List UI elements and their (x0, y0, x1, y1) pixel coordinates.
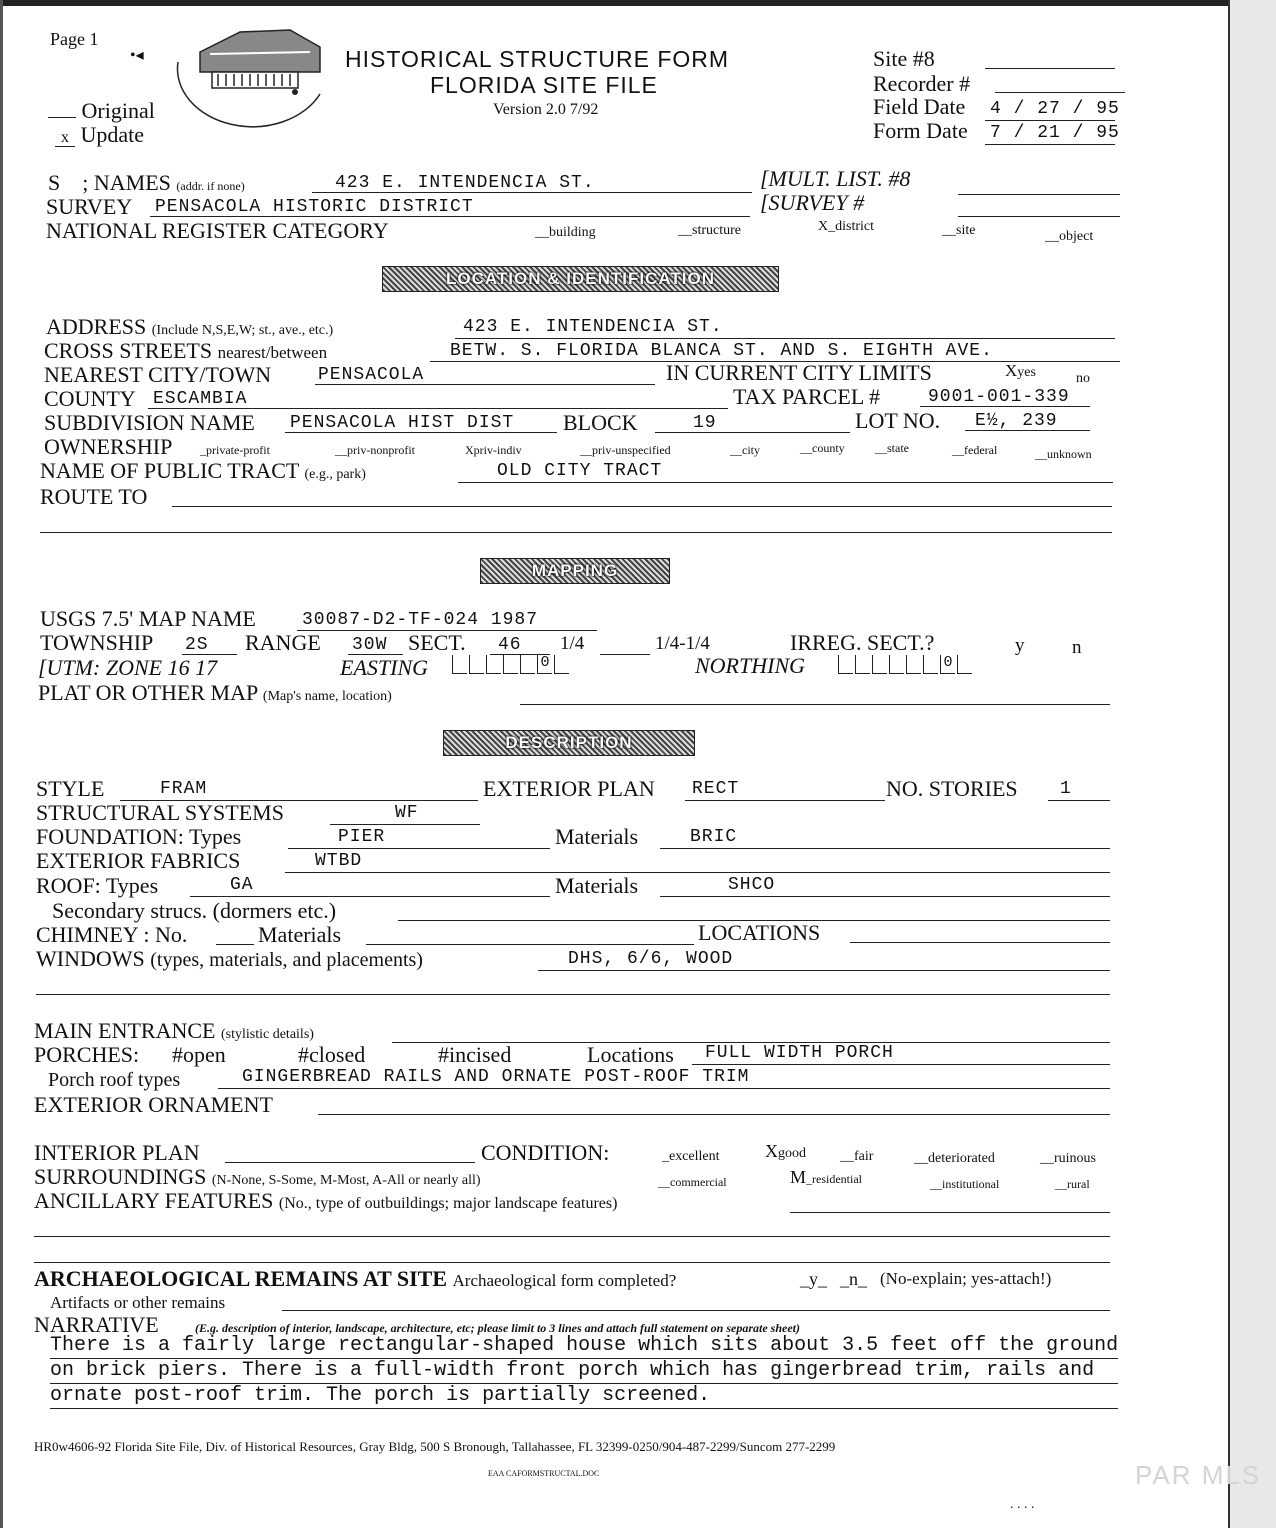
city-value[interactable]: PENSACOLA (318, 365, 425, 385)
form-date-value[interactable]: 7 / 21 / 95 (990, 123, 1120, 143)
site-label: Site #8 (873, 46, 935, 71)
narrative-line-1[interactable]: There is a fairly large rectangular-shaped house which sits about 3.5 feet off the ground (50, 1334, 1119, 1357)
footer-file-ref: EAA CAFORMSTRUCTAL.DOC (488, 1469, 600, 1478)
interior-plan-label: INTERIOR PLAN (34, 1140, 200, 1165)
irreg-y-option[interactable]: y (1015, 635, 1025, 656)
windows-label: WINDOWS (types, materials, and placements) (36, 946, 423, 971)
cross-streets-value[interactable]: BETW. S. FLORIDA BLANCA ST. AND S. EIGHTH AVE. (450, 341, 993, 361)
lot-label: LOT NO. (855, 408, 941, 433)
nr-option-site[interactable]: __site (942, 223, 976, 238)
archaeological-n-option[interactable]: _n_ (840, 1269, 867, 1289)
city-limits-yes[interactable]: Xyes (1005, 361, 1036, 380)
foundation-value[interactable]: PIER (338, 827, 386, 847)
decorative-mark: •◂ (130, 47, 144, 64)
section-location-header: LOCATION & IDENTIFICATION (382, 266, 779, 292)
city-limits-no[interactable]: no (1076, 371, 1090, 386)
form-date-line (985, 144, 1115, 145)
structural-line (330, 824, 480, 825)
ownership-option-priv-nonprofit[interactable]: __priv-nonprofit (335, 443, 415, 457)
lot-value[interactable]: E½, 239 (975, 411, 1058, 431)
porch-roof-value[interactable]: GINGERBREAD RAILS AND ORNATE POST-ROOF TRIM (242, 1067, 750, 1087)
stories-label: NO. STORIES (886, 776, 1018, 801)
scan-dots: . . . . (1010, 1497, 1035, 1512)
range-label: RANGE (245, 630, 321, 655)
foundation-line (288, 848, 550, 849)
recorder-label: Recorder # (873, 71, 971, 96)
easting-boxes[interactable]: 0 (452, 655, 571, 674)
roof-materials-value[interactable]: SHCO (728, 875, 776, 895)
address-label: ADDRESS (Include N,S,E,W; st., ave., etc.) (46, 314, 334, 339)
style-value[interactable]: FRAM (160, 779, 208, 799)
address-value[interactable]: 423 E. INTENDENCIA ST. (463, 317, 723, 337)
section-description-header: DESCRIPTION (443, 730, 695, 756)
porch-roof-label: Porch roof types (48, 1069, 181, 1091)
names-row: S ; NAMES (addr. if none) (48, 170, 245, 195)
stories-value[interactable]: 1 (1060, 779, 1072, 799)
style-label: STYLE (36, 776, 105, 801)
porch-locations-label: Locations (587, 1042, 674, 1067)
city-limits-label: IN CURRENT CITY LIMITS (666, 360, 932, 385)
ownership-option-federal[interactable]: __federal (952, 443, 998, 457)
site-field[interactable] (985, 68, 1115, 69)
foundation-materials-line (660, 848, 1110, 849)
field-date-line (985, 120, 1115, 121)
roof-label: ROOF: Types (36, 873, 159, 898)
narrative-rule-3 (50, 1408, 1118, 1409)
fabrics-value[interactable]: WTBD (315, 851, 363, 871)
surroundings-residential[interactable]: M_residential (790, 1167, 862, 1187)
northing-label: NORTHING (695, 653, 806, 678)
easting-label: EASTING (340, 655, 428, 680)
ownership-option-city[interactable]: __city (730, 443, 760, 457)
secondary-strucs-label: Secondary strucs. (dormers etc.) (52, 898, 337, 923)
scan-edge-right (1228, 0, 1276, 1528)
porch-open-field[interactable]: #open (172, 1042, 226, 1067)
archaeological-explain-note: (No-explain; yes-attach!) (880, 1269, 1052, 1288)
update-label: Update (80, 122, 145, 147)
plat-map-label: PLAT OR OTHER MAP (Map's name, location) (38, 680, 392, 705)
survey-label: SURVEY (46, 194, 133, 219)
chimney-locations-label: LOCATIONS (698, 920, 821, 945)
lot-line (965, 430, 1090, 431)
fabrics-label: EXTERIOR FABRICS (36, 848, 241, 873)
subdivision-label: SUBDIVISION NAME (44, 410, 255, 435)
county-line (148, 408, 728, 409)
exterior-plan-label: EXTERIOR PLAN (483, 776, 655, 801)
mult-list-label: [MULT. LIST. #8 (760, 166, 911, 191)
mls-watermark: PAR MLS (1135, 1460, 1262, 1490)
recorder-field[interactable] (995, 92, 1125, 93)
nr-option-structure[interactable]: __structure (678, 223, 741, 238)
surroundings-mark: M (790, 1167, 807, 1187)
ownership-option-unknown[interactable]: __unknown (1035, 447, 1092, 461)
scan-edge-top (0, 0, 1228, 6)
porch-incised-field[interactable]: #incised (438, 1042, 512, 1067)
porches-label: PORCHES: (34, 1042, 140, 1067)
route-to-line-2[interactable] (40, 532, 1112, 533)
quarter-field[interactable] (600, 654, 650, 655)
entrance-label: MAIN ENTRANCE (stylistic details) (34, 1018, 314, 1043)
city-label: NEAREST CITY/TOWN (44, 362, 272, 387)
surroundings-rural[interactable]: __rural (1055, 1177, 1090, 1191)
form-version: Version 2.0 7/92 (493, 101, 599, 118)
northing-boxes[interactable]: 0 (838, 655, 974, 674)
narrative-label: NARRATIVE (34, 1312, 159, 1337)
florida-site-file-seal (170, 22, 330, 134)
tax-parcel-label: TAX PARCEL # (733, 384, 880, 409)
chimney-materials-label: Materials (258, 922, 342, 947)
roof-materials-label: Materials (555, 873, 639, 898)
foundation-materials-label: Materials (555, 824, 639, 849)
sect-value[interactable]: 46 (498, 635, 522, 655)
condition-good[interactable]: Xgood (765, 1141, 806, 1161)
township-value[interactable]: 2S (185, 635, 209, 655)
city-line (315, 384, 655, 385)
fabrics-line (285, 872, 1110, 873)
windows-line-2[interactable] (36, 994, 1110, 995)
survey-num-label: [SURVEY # (760, 190, 865, 215)
ancillary-label: ANCILLARY FEATURES (No., type of outbuildings; major landscape features) (34, 1188, 618, 1213)
condition-excellent[interactable]: _excellent (662, 1149, 720, 1164)
artifacts-field[interactable] (282, 1310, 1110, 1311)
surroundings-institutional[interactable]: __institutional (930, 1177, 1000, 1191)
condition-fair[interactable]: __fair (840, 1149, 874, 1164)
surroundings-commercial[interactable]: __commercial (658, 1175, 727, 1189)
ancillary-field[interactable] (790, 1212, 1110, 1213)
irreg-n-option[interactable]: n (1072, 637, 1082, 658)
nr-option-district[interactable]: X_district (818, 219, 875, 234)
chimney-locations-field[interactable] (850, 942, 1110, 943)
original-checkbox[interactable] (48, 100, 155, 122)
irreg-sect-label: IRREG. SECT.? (790, 630, 935, 655)
narrative-line-3[interactable]: ornate post-roof trim. The porch is partially screened. (50, 1384, 711, 1407)
ownership-option-county[interactable]: __county (800, 441, 845, 455)
update-mark: x (55, 130, 75, 147)
scan-edge-left (0, 0, 3, 1528)
archaeological-label: ARCHAEOLOGICAL REMAINS AT SITE Archaeological form completed? (34, 1266, 677, 1291)
chimney-number-field[interactable] (216, 944, 254, 945)
windows-line (538, 970, 1110, 971)
public-tract-line (458, 482, 1113, 483)
quarter-label: 1/4 (560, 633, 585, 654)
usgs-label: USGS 7.5' MAP NAME (40, 606, 256, 631)
survey-line (150, 216, 750, 217)
ownership-option-priv-indiv[interactable]: Xpriv-indiv (465, 443, 522, 457)
range-value[interactable]: 30W (352, 635, 388, 655)
subdivision-line (285, 432, 557, 433)
sect-label: SECT. (408, 630, 466, 655)
section-mapping-header: MAPPING (480, 558, 670, 584)
ownership-option-state[interactable]: __state (875, 441, 909, 455)
utm-zone-label: [UTM: ZONE 16 17 (38, 655, 218, 680)
porch-roof-line (218, 1088, 1110, 1089)
block-line (655, 432, 850, 433)
township-label: TOWNSHIP (40, 630, 154, 655)
chimney-label: CHIMNEY : No. (36, 922, 188, 947)
page-number: Page 1 (50, 29, 99, 49)
porch-closed-field[interactable]: #closed (298, 1042, 366, 1067)
condition-deteriorated[interactable]: __deteriorated (914, 1151, 995, 1166)
windows-value[interactable]: DHS, 6/6, WOOD (568, 949, 734, 969)
form-date-label: Form Date (873, 118, 968, 143)
cross-streets-label: CROSS STREETS nearest/between (44, 338, 328, 363)
update-checkbox[interactable] (55, 124, 144, 147)
exterior-plan-line (685, 800, 885, 801)
surroundings-label: SURROUNDINGS (N-None, S-Some, M-Most, A-All or nearly all) (34, 1164, 481, 1189)
structural-label: STRUCTURAL SYSTEMS (36, 800, 284, 825)
foundation-materials-value[interactable]: BRIC (690, 827, 738, 847)
porch-locations-line (692, 1064, 1110, 1065)
nr-option-object[interactable]: __object (1045, 229, 1094, 244)
ownership-option-priv-unspecified[interactable]: __priv-unspecified (580, 443, 671, 457)
interior-plan-field[interactable] (225, 1162, 475, 1163)
ownership-label: OWNERSHIP (44, 434, 173, 459)
ownership-mark: X (465, 443, 474, 457)
field-date-label: Field Date (873, 94, 966, 119)
ownership-option-private-profit[interactable]: _private-profit (200, 443, 270, 457)
block-value[interactable]: 19 (693, 413, 717, 433)
condition-ruinous[interactable]: __ruinous (1040, 1151, 1096, 1166)
narrative-note: (E.g. description of interior, landscape, architecture, etc; please limit to 3 lines and attach full statement on separate sheet) (195, 1321, 800, 1335)
county-value[interactable]: ESCAMBIA (153, 389, 248, 409)
field-date-value[interactable]: 4 / 27 / 95 (990, 99, 1120, 119)
survey-value[interactable]: PENSACOLA HISTORIC DISTRICT (155, 197, 474, 217)
original-label: Original (81, 98, 155, 123)
usgs-value[interactable]: 30087-D2-TF-024 1987 (302, 610, 539, 630)
tax-parcel-line (920, 406, 1090, 407)
chimney-materials-field[interactable] (366, 944, 694, 945)
city-limits-mark: X (1005, 361, 1018, 380)
ornament-label: EXTERIOR ORNAMENT (34, 1092, 273, 1117)
route-to-field[interactable] (172, 506, 1112, 507)
block-label: BLOCK (563, 410, 638, 435)
form-title: HISTORICAL STRUCTURE FORM (345, 46, 730, 72)
porch-locations-value[interactable]: FULL WIDTH PORCH (705, 1043, 894, 1063)
names-note: (addr. if none) (176, 179, 245, 193)
structural-value[interactable]: WF (395, 803, 419, 823)
ancillary-line-3[interactable] (34, 1262, 1110, 1263)
names-line (312, 192, 752, 193)
archaeological-y-option[interactable]: _y_ (800, 1269, 827, 1289)
narrative-line-2[interactable]: on brick piers. There is a full-width front porch which has gingerbread trim, rails and (50, 1359, 1095, 1382)
roof-line (190, 896, 550, 897)
roof-materials-line (660, 896, 1110, 897)
public-tract-value[interactable]: OLD CITY TRACT (497, 461, 663, 481)
form-subtitle: FLORIDA SITE FILE (430, 72, 658, 98)
nr-mark: X (818, 219, 829, 234)
condition-mark: X (765, 1141, 778, 1161)
survey-num-field[interactable] (958, 216, 1120, 217)
stories-line (1048, 800, 1110, 801)
nr-category-label: NATIONAL REGISTER CATEGORY (46, 218, 389, 243)
route-to-label: ROUTE TO (40, 484, 148, 509)
nr-option-building[interactable]: __building (535, 225, 596, 240)
exterior-plan-value[interactable]: RECT (692, 779, 740, 799)
names-label: NAMES (93, 170, 171, 195)
names-value[interactable]: 423 E. INTENDENCIA ST. (335, 173, 595, 193)
ornament-field[interactable] (318, 1114, 1110, 1115)
roof-value[interactable]: GA (230, 875, 254, 895)
condition-label: CONDITION: (481, 1140, 610, 1165)
tax-parcel-value[interactable]: 9001-001-339 (928, 387, 1070, 407)
ancillary-line-2[interactable] (34, 1236, 1110, 1237)
subdivision-value[interactable]: PENSACOLA HIST DIST (290, 413, 515, 433)
public-tract-label: NAME OF PUBLIC TRACT (e.g., park) (40, 458, 366, 483)
mult-list-field[interactable] (958, 194, 1120, 195)
foundation-label: FOUNDATION: Types (36, 824, 242, 849)
address-line (455, 338, 1115, 339)
county-label: COUNTY (44, 386, 136, 411)
artifacts-label: Artifacts or other remains (50, 1293, 226, 1312)
footer-address: HR0w4606-92 Florida Site File, Div. of Historical Resources, Gray Bldg, 500 S Bronough, Tallahassee, FL 32399-0250/904-487-2299/Suncom 277-2299 (34, 1439, 836, 1454)
quarter-quarter-label: 1/4-1/4 (655, 633, 710, 654)
plat-map-field[interactable] (520, 704, 1110, 705)
